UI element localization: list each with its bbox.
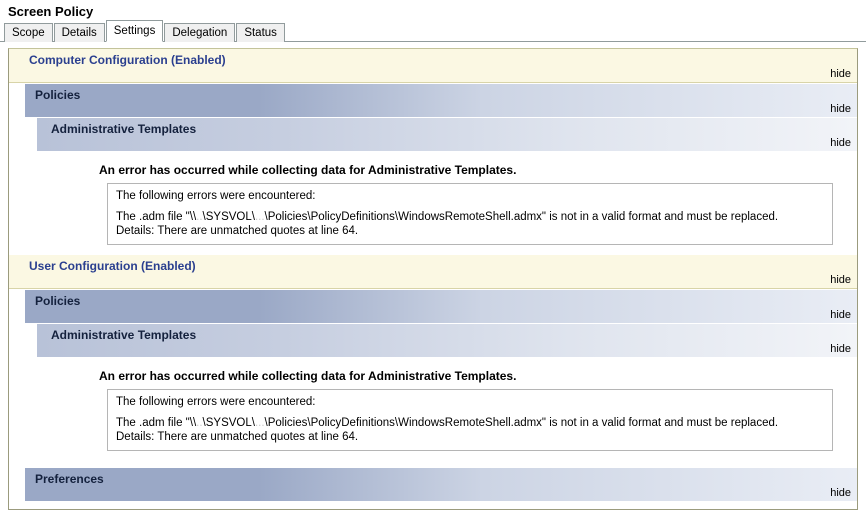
user-policies-title: Policies bbox=[35, 294, 81, 308]
hide-link-computer-policies[interactable]: hide bbox=[830, 103, 851, 115]
section-computer-policies bbox=[25, 83, 857, 117]
section-computer-administrative-templates bbox=[37, 117, 857, 151]
tab-settings[interactable]: Settings bbox=[106, 20, 164, 42]
section-computer-configuration bbox=[9, 49, 857, 83]
section-user-policies bbox=[25, 289, 857, 323]
report-body bbox=[8, 48, 858, 510]
computer-error-line-1-mask-a: .. bbox=[196, 211, 203, 223]
tab-strip bbox=[0, 22, 866, 42]
computer-error-line-1-mid: \SYSVOL\ bbox=[202, 211, 255, 223]
computer-error-line-1-pre: The .adm file "\\ bbox=[116, 211, 197, 223]
computer-error-heading: An error has occurred while collecting data for Administrative Templates. bbox=[99, 163, 517, 177]
tab-details[interactable]: Details bbox=[54, 23, 105, 42]
computer-error-area bbox=[9, 151, 857, 255]
page-title: Screen Policy bbox=[8, 4, 94, 19]
user-error-line-1-mask-a: .. bbox=[196, 417, 203, 429]
tab-status[interactable]: Status bbox=[236, 23, 285, 42]
hide-link-computer-administrative-templates[interactable]: hide bbox=[830, 137, 851, 149]
computer-administrative-templates-title: Administrative Templates bbox=[51, 122, 197, 136]
computer-error-line-1-mask-b: ... bbox=[254, 211, 265, 223]
section-user-configuration bbox=[9, 255, 857, 289]
hide-link-user-administrative-templates[interactable]: hide bbox=[830, 343, 851, 355]
user-error-box-title: The following errors were encountered: bbox=[116, 396, 316, 408]
user-error-line-2: Details: There are unmatched quotes at line 64. bbox=[116, 431, 359, 443]
computer-error-line-2: Details: There are unmatched quotes at line 64. bbox=[116, 225, 359, 237]
computer-error-box-title: The following errors were encountered: bbox=[116, 190, 316, 202]
user-error-line-1 bbox=[116, 416, 824, 430]
section-user-preferences bbox=[25, 467, 857, 501]
section-user-administrative-templates bbox=[37, 323, 857, 357]
user-administrative-templates-title: Administrative Templates bbox=[51, 328, 197, 342]
tab-delegation[interactable]: Delegation bbox=[164, 23, 235, 42]
hide-link-user-preferences[interactable]: hide bbox=[830, 487, 851, 499]
computer-error-line-1-post: \Policies\PolicyDefinitions\WindowsRemoteShell.admx" is not in a valid format and must be replaced. bbox=[264, 211, 779, 223]
user-error-line-1-mid: \SYSVOL\ bbox=[202, 417, 255, 429]
computer-error-box bbox=[107, 183, 833, 245]
user-preferences-title: Preferences bbox=[35, 472, 104, 486]
computer-error-line-1 bbox=[116, 210, 824, 224]
hide-link-user-configuration[interactable]: hide bbox=[830, 274, 851, 286]
hide-link-user-policies[interactable]: hide bbox=[830, 309, 851, 321]
computer-configuration-title: Computer Configuration (Enabled) bbox=[29, 53, 226, 67]
user-configuration-title: User Configuration (Enabled) bbox=[29, 259, 196, 273]
user-error-line-1-post: \Policies\PolicyDefinitions\WindowsRemoteShell.admx" is not in a valid format and must be replaced. bbox=[264, 417, 779, 429]
report-bottom-strip bbox=[9, 501, 857, 509]
user-error-area bbox=[9, 357, 857, 461]
tab-scope[interactable]: Scope bbox=[4, 23, 53, 42]
user-error-box bbox=[107, 389, 833, 451]
hide-link-computer-configuration[interactable]: hide bbox=[830, 68, 851, 80]
computer-policies-title: Policies bbox=[35, 88, 81, 102]
user-error-line-1-pre: The .adm file "\\ bbox=[116, 417, 197, 429]
user-error-heading: An error has occurred while collecting data for Administrative Templates. bbox=[99, 369, 517, 383]
settings-report bbox=[0, 42, 866, 510]
user-error-line-1-mask-b: ... bbox=[254, 417, 265, 429]
